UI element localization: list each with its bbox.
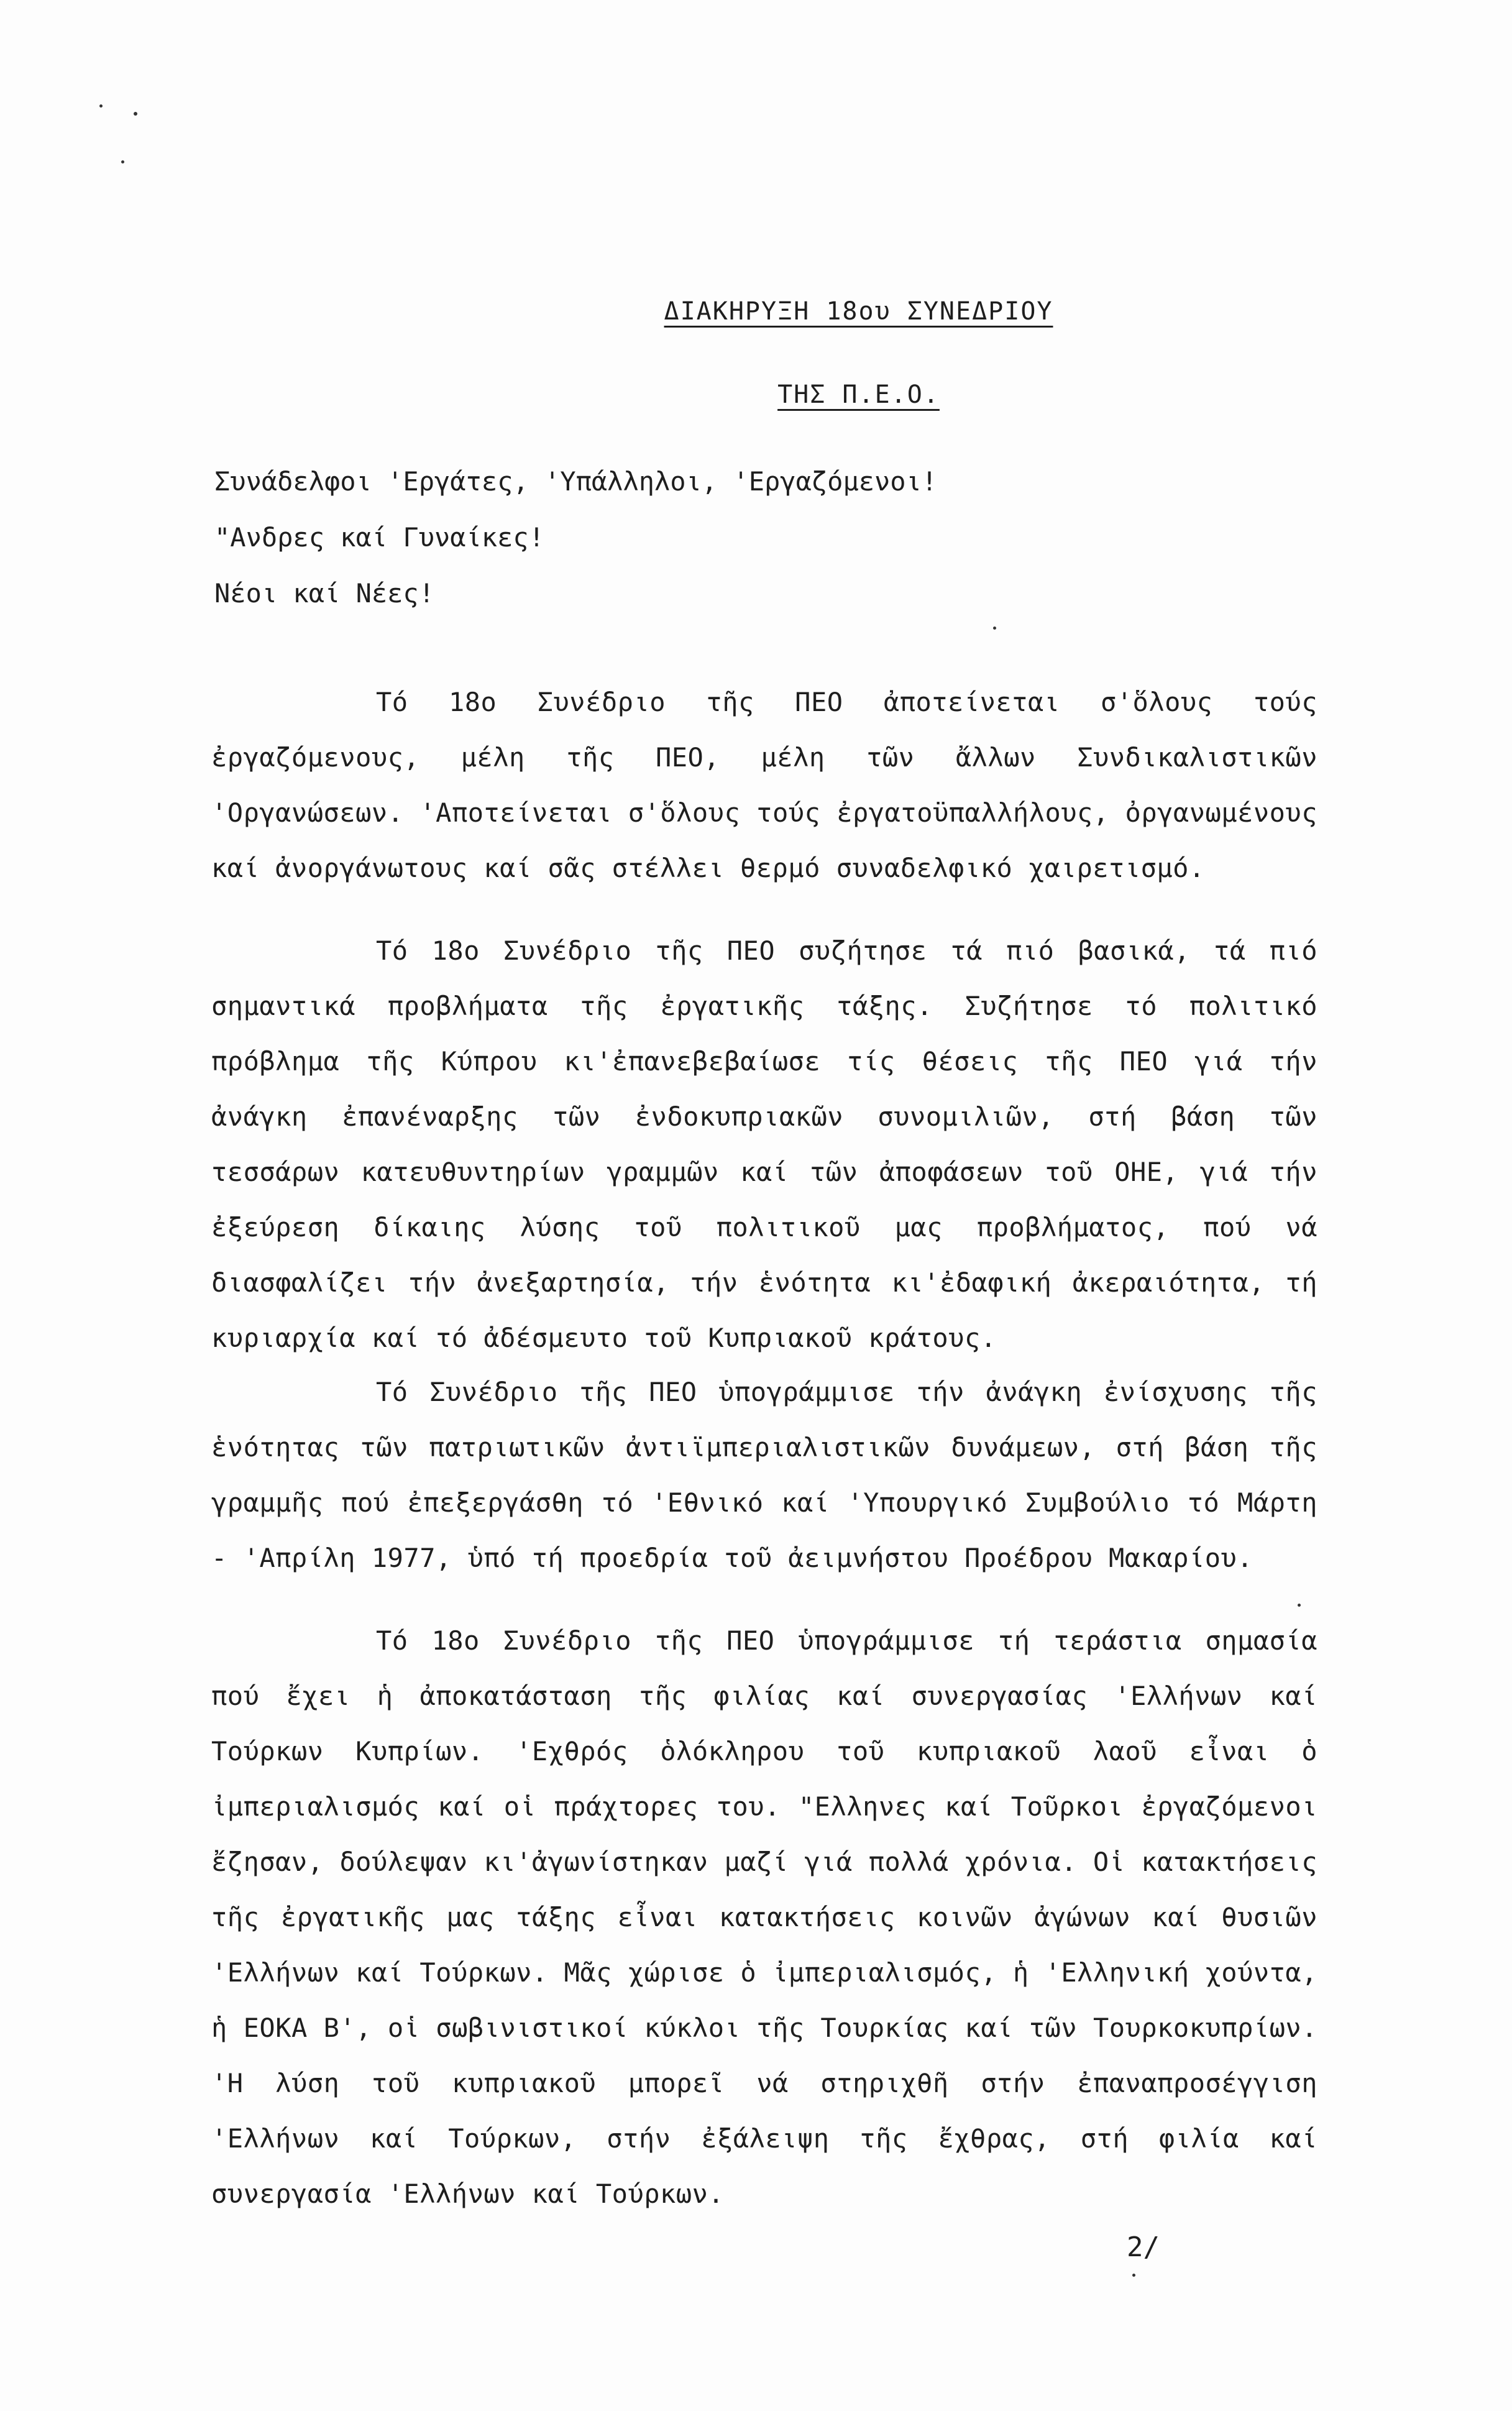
scan-speck <box>134 112 137 116</box>
body-paragraph: Τό 18ο Συνέδριο τῆς ΠΕΟ ὑπογράμμισε τή τεράστια σημασία πού ἔχει ἡ ἀποκατάσταση τῆς φιλίας καί συνεργασίας 'Ελλήνων καί Τούρκων Κυπρίων. 'Εχθρός ὁλόκληρου τοῦ κυπριακοῦ λαοῦ εἶναι ὁ ἰμπεριαλισμός καί οἱ πράχτορες του. "Ελληνες καί Τοῦρκοι ἐργαζόμενοι ἔζησαν, δούλεψαν κι'ἀγωνίστηκαν μαζί γιά πολλά χρόνια. Οἱ κατακτήσεις τῆς ἐργατικῆς μας τάξης εἶναι κατακτήσεις κοινῶν ἀγώνων καί θυσιῶν 'Ελλήνων καί Τούρκων. Μᾶς χώρισε ὁ ἰμπεριαλισμός, ἡ 'Ελληνική χούντα, ἡ ΕΟΚΑ Β', οἱ σωβινιστικοί κύκλοι τῆς Τουρκίας καί τῶν Τουρκοκυπρίων. 'Η λύση τοῦ κυπριακοῦ μπορεῖ νά στηριχθῆ στήν ἐπαναπροσέγγιση 'Ελλήνων καί Τούρκων, στήν ἐξάλειψη τῆς ἔχθρας, στή φιλία καί συνεργασία 'Ελλήνων καί Τούρκων. <box>211 1625 1317 2209</box>
scan-speck <box>993 627 996 630</box>
greeting-line: Συνάδελφοι 'Εργάτες, 'Υπάλληλοι, 'Εργαζόμενοι! <box>214 466 938 497</box>
document-subtitle: ΤΗΣ Π.Ε.Ο. <box>777 380 940 409</box>
page-number: 2/ <box>1127 2231 1160 2263</box>
body-paragraph: Τό 18ο Συνέδριο τῆς ΠΕΟ συζήτησε τά πιό βασικά, τά πιό σημαντικά προβλήματα τῆς ἐργατικῆς τάξης. Συζήτησε τό πολιτικό πρόβλημα τῆς Κύπρου κι'ἐπανεβεβαίωσε τίς θέσεις τῆς ΠΕΟ γιά τήν ἀνάγκη ἐπανέναρξης τῶν ἐνδοκυπριακῶν συνομιλιῶν, στή βάση τῶν τεσσάρων κατευθυντηρίων γραμμῶν καί τῶν ἀποφάσεων τοῦ ΟΗΕ, γιά τήν ἐξεύρεση δίκαιης λύσης τοῦ πολιτικοῦ μας προβλήματος, πού νά διασφαλίζει τήν ἀνεξαρτησία, τήν ἑνότητα κι'ἐδαφική ἀκεραιότητα, τή κυριαρχία καί τό ἀδέσμευτο τοῦ Κυπριακοῦ κράτους. <box>211 935 1317 1353</box>
greeting-line: "Ανδρες καί Γυναίκες! <box>214 522 545 553</box>
scan-speck <box>99 104 103 108</box>
scan-speck <box>121 160 124 163</box>
scan-speck <box>1132 2274 1135 2277</box>
body-paragraph: Τό 18ο Συνέδριο τῆς ΠΕΟ ἀποτείνεται σ'ὅλους τούς ἐργαζόμενους, μέλη τῆς ΠΕΟ, μέλη τῶν ἄλλων Συνδικαλιστικῶν 'Οργανώσεων. 'Αποτείνεται σ'ὅλους τούς ἐργατοϋπαλλήλους, ὀργανωμένους καί ἀνοργάνωτους καί σᾶς στέλλει θερμό συναδελφικό χαιρετισμό. <box>211 687 1317 883</box>
scan-speck <box>1298 1604 1301 1607</box>
body-paragraph: Τό Συνέδριο τῆς ΠΕΟ ὑπογράμμισε τήν ἀνάγκη ἐνίσχυσης τῆς ἑνότητας τῶν πατριωτικῶν ἀντιϊμπεριαλιστικῶν δυνάμεων, στή βάση τῆς γραμμῆς πού ἐπεξεργάσθη τό 'Εθνικό καί 'Υπουργικό Συμβούλιο τό Μάρτη - 'Απρίλη 1977, ὑπό τή προεδρία τοῦ ἀειμνήστου Προέδρου Μακαρίου. <box>211 1377 1317 1573</box>
document-title: ΔΙΑΚΗΡΥΞΗ 18ου ΣΥΝΕΔΡΙΟΥ <box>664 297 1053 326</box>
greeting-line: Νέοι καί Νέες! <box>214 578 435 608</box>
